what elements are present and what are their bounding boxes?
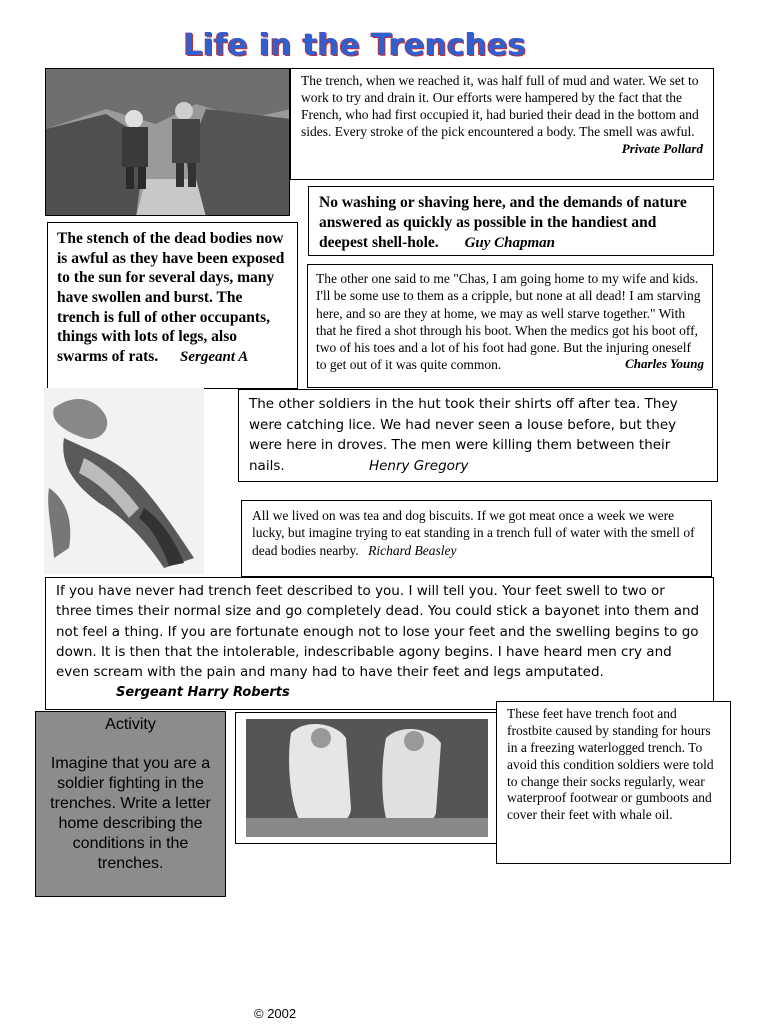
quote-box-pollard — [290, 68, 714, 180]
quote-text: The other one said to me "Chas, I am going home to my wife and kids. I'll be some use to them as a cripple, but none at all dead! I am starving here, and so are they at home, we may as well starve together." With that he fired a shot through his boot. When the medics got his boot off, two of his toes and a lot of his foot had gone. But the injuring oneself to get out of it was quite common. — [316, 271, 701, 373]
soldier-sketch-image — [44, 388, 204, 574]
copyright: © 2002 — [254, 1006, 297, 1021]
quote-text: If you have never had trench feet described to you. I will tell you. Your feet swell to two or three times their normal size and go completely dead. You could stick a bayonet into them and not feel a thing. If you are fortunate enough not to lose your feet and the swelling begins to go down. It is then that the intolerable, indescribable agony begins. I have heard men cry and even scream with the pain and many had to have their feet and legs amputated. — [56, 583, 700, 680]
quote-box-chapman — [308, 186, 714, 256]
activity-text: Imagine that you are a soldier fighting in the trenches. Write a letter home describing the conditions in the trenches. — [50, 755, 211, 872]
quote-text: All we lived on was tea and dog biscuits. If we got meat once a week we were lucky, but imagine trying to eat standing in a trench full of water with the smell of dead bodies nearby. — [252, 508, 695, 558]
quote-author: Sergeant Harry Roberts — [116, 685, 290, 701]
trench-foot-note — [496, 701, 731, 864]
trench-foot-note-text: These feet have trench foot and frostbite caused by standing for hours in a freezing waterlogged trench. To avoid this condition soldiers were told to change their socks regularly, wear waterproof footwear or gumboots and cover their feet with whale oil. — [507, 706, 714, 823]
quote-author: Richard Beasley — [368, 542, 457, 558]
trench-soldiers-photo — [45, 68, 290, 216]
activity-box — [35, 711, 226, 897]
quote-text: The other soldiers in the hut took their shirts off after tea. They were catching lice. We had never seen a louse before, but they were here in droves. The men were killing them between their nails. — [249, 396, 678, 474]
quote-author: Charles Young — [625, 356, 704, 372]
quote-author: Henry Gregory — [368, 457, 469, 474]
quote-box-beasley — [241, 500, 712, 577]
quote-author: Sergeant A — [180, 349, 249, 366]
quote-box-young — [307, 264, 713, 388]
activity-heading: Activity — [105, 716, 156, 733]
quote-author: Private Pollard — [621, 140, 703, 156]
quote-box-gregory — [238, 389, 718, 482]
quote-text: No washing or shaving here, and the demands of nature answered as quickly as possible in the handiest and deepest shell-hole. — [319, 194, 687, 252]
page-title: Life in the Trenches — [183, 28, 527, 63]
trench-feet-photo — [235, 712, 497, 844]
quote-text: The trench, when we reached it, was half full of mud and water. We set to work to try and drain it. Our efforts were hampered by the fact that the French, who had first occupied it, had buried their dead in the bottom and sides. Every stroke of the pick encountered a body. The smell was awful. — [301, 73, 699, 139]
quote-text: The stench of the dead bodies now is awful as they have been exposed to the sun for several days, many have swollen and burst. The trench is full of other occupants, things with lots of legs, also swarms of rats. — [57, 230, 285, 366]
quote-box-roberts — [45, 577, 714, 710]
quote-author: Guy Chapman — [464, 235, 556, 252]
quote-box-sergeant-a — [47, 222, 298, 389]
